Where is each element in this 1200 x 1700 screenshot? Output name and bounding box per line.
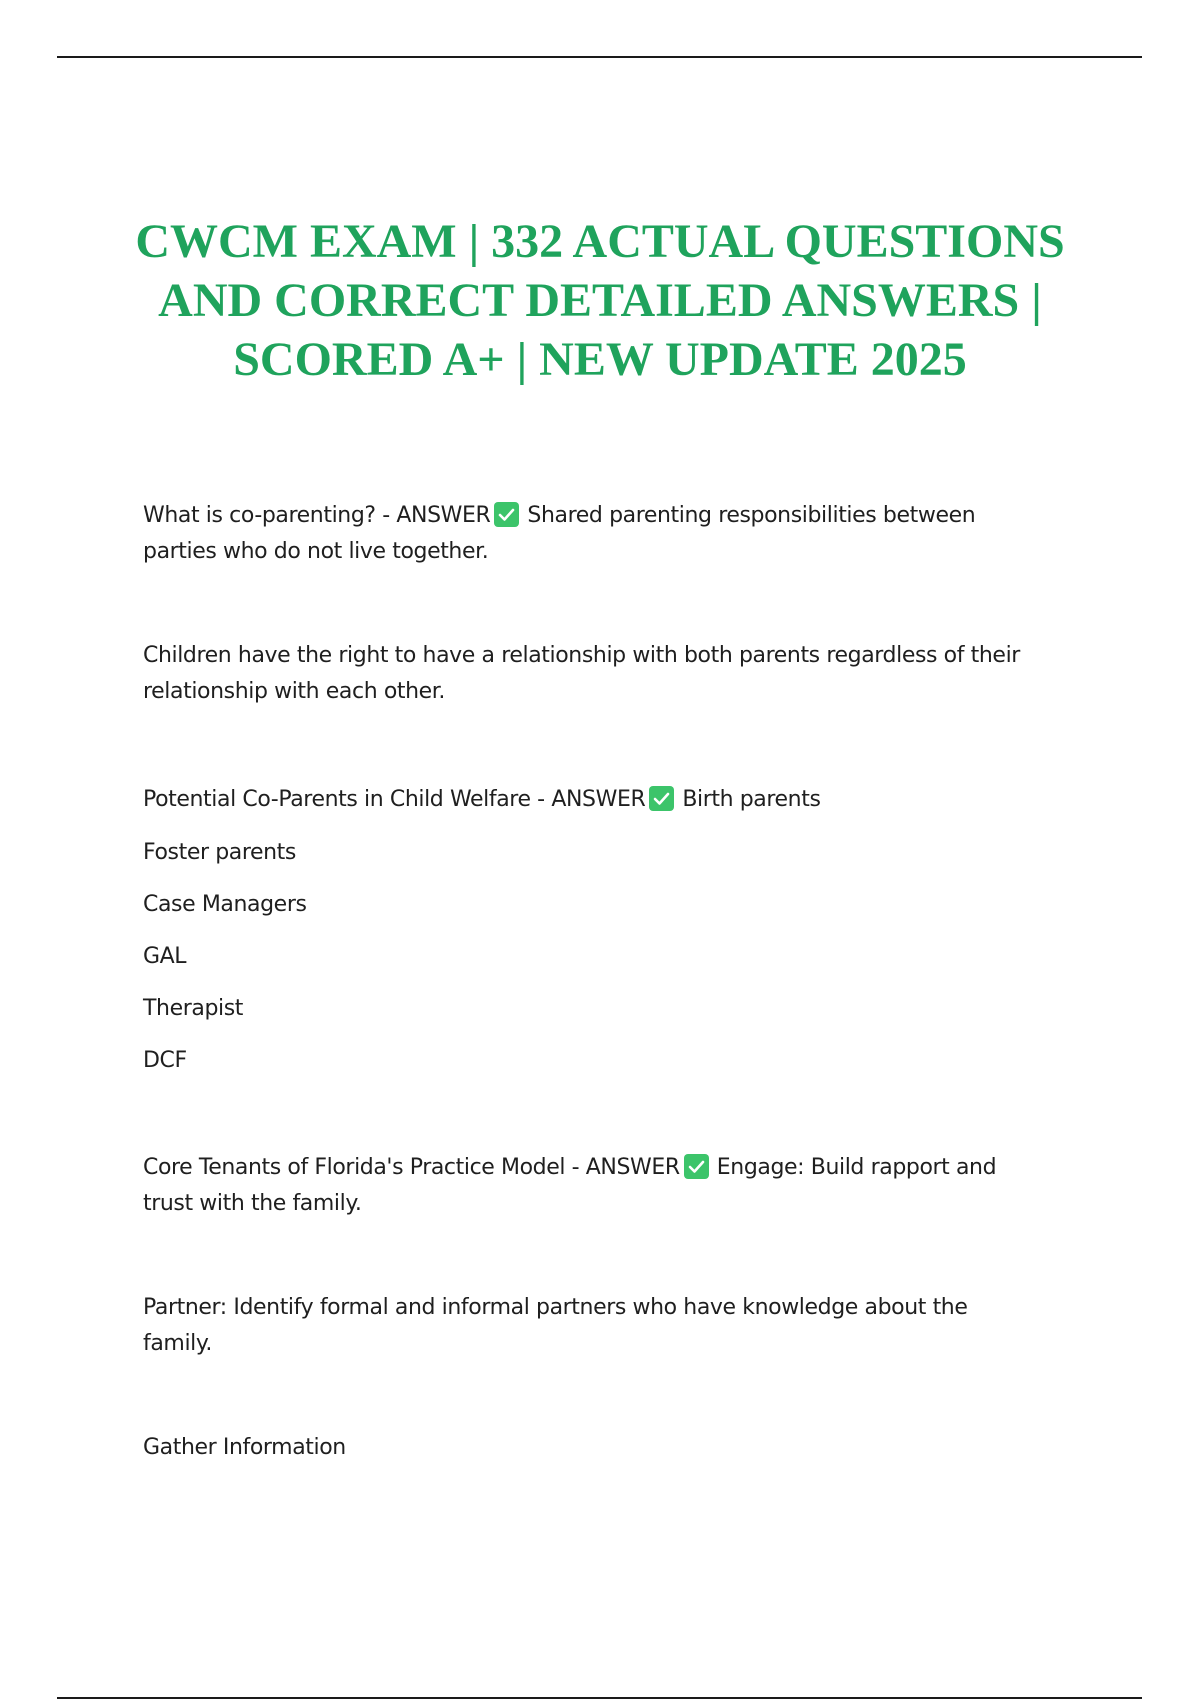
list-item: Therapist <box>143 996 244 1021</box>
paragraph-partner <box>143 1290 1083 1362</box>
paragraph-line: family. <box>143 1331 212 1356</box>
list-item: GAL <box>143 944 187 969</box>
paragraph-line: Children have the right to have a relationship with both parents regardless of their <box>143 643 1020 668</box>
list-item: Case Managers <box>143 892 307 917</box>
paragraph-line: Partner: Identify formal and informal partners who have knowledge about the <box>143 1295 968 1320</box>
answer-text-continued: parties who do not live together. <box>143 539 489 564</box>
paragraph-gather-information: Gather Information <box>143 1435 346 1460</box>
qa-item-core-tenants <box>143 1150 1083 1222</box>
check-icon <box>494 502 519 527</box>
paragraph-children-right <box>143 638 1083 710</box>
check-icon <box>684 1154 709 1179</box>
title-line-3: SCORED A+ | NEW UPDATE 2025 <box>233 333 967 386</box>
paragraph-line: relationship with each other. <box>143 679 446 704</box>
list-item: Foster parents <box>143 840 296 865</box>
document-title <box>100 212 1100 389</box>
title-line-2: AND CORRECT DETAILED ANSWERS | <box>158 274 1042 327</box>
answer-text: Birth parents <box>682 787 821 812</box>
question-text: Potential Co-Parents in Child Welfare - ANSWER <box>143 787 646 812</box>
qa-item-co-parenting <box>143 498 1083 570</box>
bottom-rule <box>57 1697 1142 1699</box>
check-icon <box>649 786 674 811</box>
title-line-1: CWCM EXAM | 332 ACTUAL QUESTIONS <box>135 215 1065 268</box>
question-text: Core Tenants of Florida's Practice Model - ANSWER <box>143 1155 680 1180</box>
answer-text-continued: trust with the family. <box>143 1191 362 1216</box>
list-item: DCF <box>143 1048 187 1073</box>
answer-text: Engage: Build rapport and <box>716 1155 997 1180</box>
question-text: What is co-parenting? - ANSWER <box>143 503 491 528</box>
answer-text: Shared parenting responsibilities between <box>527 503 976 528</box>
qa-item-potential-co-parents <box>143 782 1083 818</box>
top-rule <box>57 56 1142 58</box>
